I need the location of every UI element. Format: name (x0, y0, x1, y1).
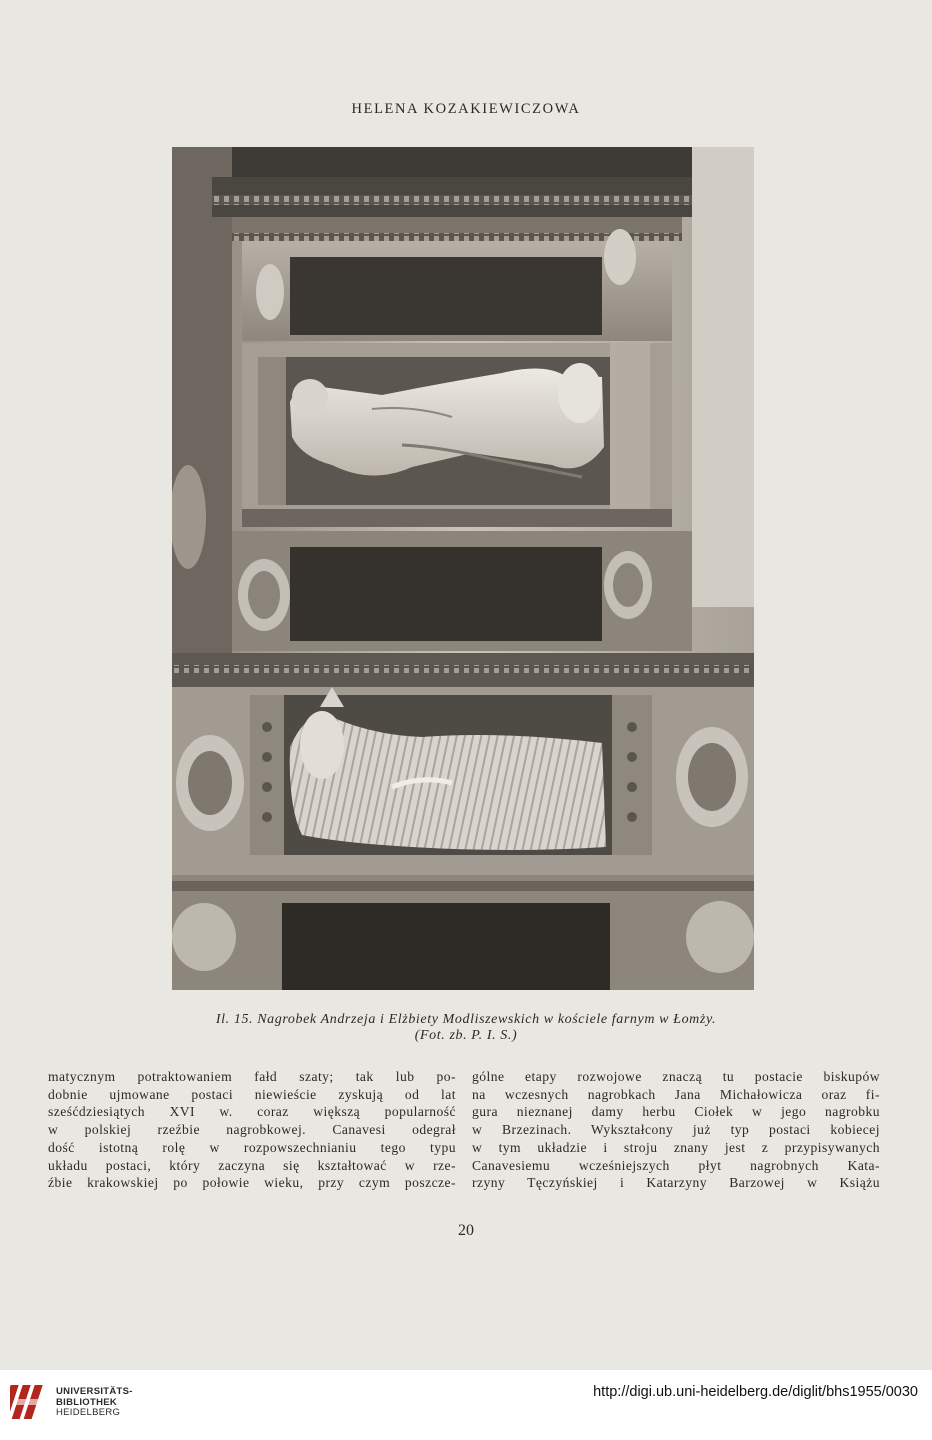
figure-caption: Il. 15. Nagrobek Andrzeja i Elżbiety Modliszewskich w kościele farnym w Łomży. (215, 1012, 717, 1027)
text-line: źbie krakowskiej po połowie wieku, przy czym poszcze- (48, 1175, 456, 1191)
text-line: dobnie ujmowane postaci niewieście zyskują od lat (48, 1086, 456, 1102)
library-name-line3: HEIDELBERG (56, 1407, 121, 1418)
text-line: w polskiej rzeźbie nagrobkowej. Canavesi odegrał (48, 1122, 456, 1138)
library-name (56, 1387, 133, 1419)
text-line: sześćdziesiątych XVI w. coraz większą popularność (48, 1104, 456, 1120)
text-line: w Brzezinach. Wykształcony już typ postaci kobiecej (472, 1122, 880, 1138)
library-logo-icon (10, 1381, 52, 1423)
library-name-line1: UNIVERSITÄTS- (56, 1386, 133, 1397)
text-line: rzyny Tęczyńskiej i Katarzyny Barzowej w Książu (472, 1175, 880, 1191)
text-column-right (472, 1068, 880, 1192)
text-line: matycznym potraktowaniem fałd szaty; tak lub po- (48, 1069, 456, 1084)
text-line: dość istotną rolę w rozpowszechnianiu tego typu (48, 1139, 456, 1155)
running-head: HELENA KOZAKIEWICZOWA (351, 101, 581, 117)
source-url-link[interactable]: http://digi.ub.uni-heidelberg.de/diglit/bhs1955/0030 (593, 1384, 918, 1400)
text-line: na wczesnych nagrobkach Jana Michałowicza oraz fi- (472, 1086, 880, 1102)
text-line: gólne etapy rozwojowe znaczą tu postacie biskupów (472, 1069, 880, 1084)
text-line: w tym układzie i stroju znany jest z przypisywanych (472, 1139, 880, 1155)
text-line: gura nieznanej damy herbu Ciołek w jego nagrobku (472, 1104, 880, 1120)
text-line: układu postaci, który zaczyna się kształtować w rze- (48, 1157, 456, 1173)
figure-credit: (Fot. zb. P. I. S.) (414, 1028, 518, 1043)
digitization-footer (0, 1370, 932, 1440)
library-name-line2: BIBLIOTHEK (56, 1396, 118, 1408)
tomb-photograph (172, 147, 754, 990)
page-number: 20 (458, 1222, 474, 1239)
text-column-left (48, 1068, 456, 1192)
text-line: Canavesiemu wcześniejszych płyt nagrobnych Kata- (472, 1157, 880, 1173)
